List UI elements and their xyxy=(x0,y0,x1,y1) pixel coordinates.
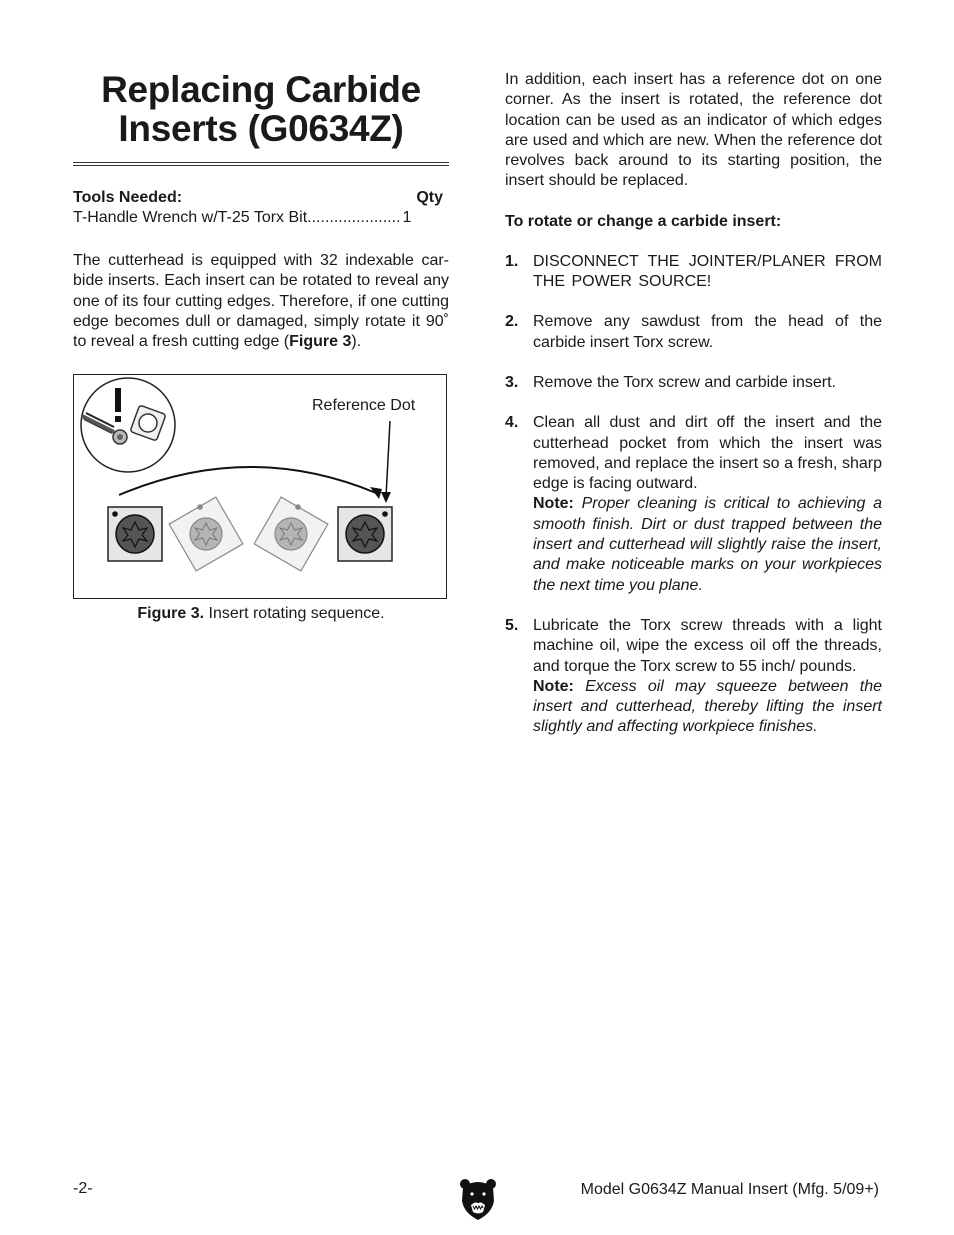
page-number: -2- xyxy=(73,1180,93,1197)
reference-dot-label: Reference Dot xyxy=(312,397,416,415)
note-label: Note: xyxy=(533,677,574,695)
tools-header-label: Tools Needed: xyxy=(73,189,183,206)
step-number: 4. xyxy=(505,414,519,432)
figure-caption xyxy=(73,604,449,624)
step-number: 5. xyxy=(505,616,519,634)
figure-caption-number: Figure 3. xyxy=(137,605,205,623)
tools-header xyxy=(73,188,449,208)
intro-text: The cutterhead is equipped with 32 indexable car-bide inserts. Each insert can be rotated to reveal any one of its four cutting edges. Therefore, if one cutting edge becomes dull or damaged, simply rotate it 90˚ to reveal a fresh cutting edge ( xyxy=(73,252,449,351)
step-number: 3. xyxy=(505,373,519,391)
intro-paragraph xyxy=(73,251,449,352)
procedure-step xyxy=(505,373,882,393)
page-title-line1: Replacing Carbide xyxy=(101,69,421,110)
figure-reference-link[interactable]: Figure 3 xyxy=(289,333,352,351)
tools-item-qty: 1 xyxy=(402,209,412,226)
step-note xyxy=(533,677,882,738)
procedure-heading: To rotate or change a carbide insert: xyxy=(505,212,782,230)
reference-dot-leader xyxy=(381,421,391,503)
right-column xyxy=(505,70,882,758)
carbide-insert-icon xyxy=(338,507,392,561)
procedure-step xyxy=(505,413,882,596)
figure-caption-text: Insert rotating sequence. xyxy=(204,605,385,623)
step-text: Clean all dust and dirt off the insert and the cutterhead pocket from which the insert was removed, and replace the insert so a fresh, sharp edge is facing outward. xyxy=(533,414,882,493)
title-divider xyxy=(73,162,449,166)
grizzly-bear-logo-icon xyxy=(459,1177,497,1221)
step-note xyxy=(533,494,882,595)
procedure-step xyxy=(505,616,882,738)
reference-dot-paragraph: In addition, each insert has a reference dot on one corner. As the insert is rotated, the reference dot location can be used as an indicator of which edges are used and which are new. When the reference dot revolves back around to its starting position, the insert should be replaced. xyxy=(505,71,882,190)
page-title xyxy=(73,70,449,148)
tools-header-qty: Qty xyxy=(416,189,443,206)
procedure-steps xyxy=(505,252,882,738)
procedure-step xyxy=(505,252,882,293)
step-text: Remove any sawdust from the head of the carbide insert Torx screw. xyxy=(533,313,882,351)
tools-needed-table xyxy=(73,188,449,228)
step-text: DISCONNECT THE JOINTER/PLANER FROM THE POWER SOURCE! xyxy=(533,252,882,291)
curved-arrow-icon xyxy=(119,467,382,499)
model-info: Model G0634Z Manual Insert (Mfg. 5/09+) xyxy=(580,1181,879,1198)
step-text: Remove the Torx screw and carbide insert. xyxy=(533,373,836,391)
figure-insert-rotation xyxy=(73,374,447,599)
tools-row xyxy=(73,208,449,228)
note-label: Note: xyxy=(533,495,574,513)
step-number: 1. xyxy=(505,252,519,270)
left-column xyxy=(73,70,449,624)
procedure-step xyxy=(505,312,882,353)
step-text: Lubricate the Torx screw threads with a light machine oil, wipe the excess oil off the threads, and torque the Torx screw to 55 inch/ pounds. xyxy=(533,616,882,675)
step-number: 2. xyxy=(505,313,519,331)
note-text: Proper cleaning is critical to achieving a smooth finish. Dirt or dust trapped between the insert and cutterhead will slightly raise the insert, and make noticeable marks on your workpieces the next time you plane. xyxy=(533,495,882,594)
note-text: Excess oil may squeeze between the insert and cutterhead, thereby lifting the insert slightly and affecting workpiece finishes. xyxy=(533,677,882,736)
intro-text-end: ). xyxy=(351,333,362,351)
page-title-line2: Inserts (G0634Z) xyxy=(118,108,404,149)
carbide-insert-icon xyxy=(108,507,162,561)
tools-item: T-Handle Wrench w/T-25 Torx Bit..................... xyxy=(73,209,401,226)
